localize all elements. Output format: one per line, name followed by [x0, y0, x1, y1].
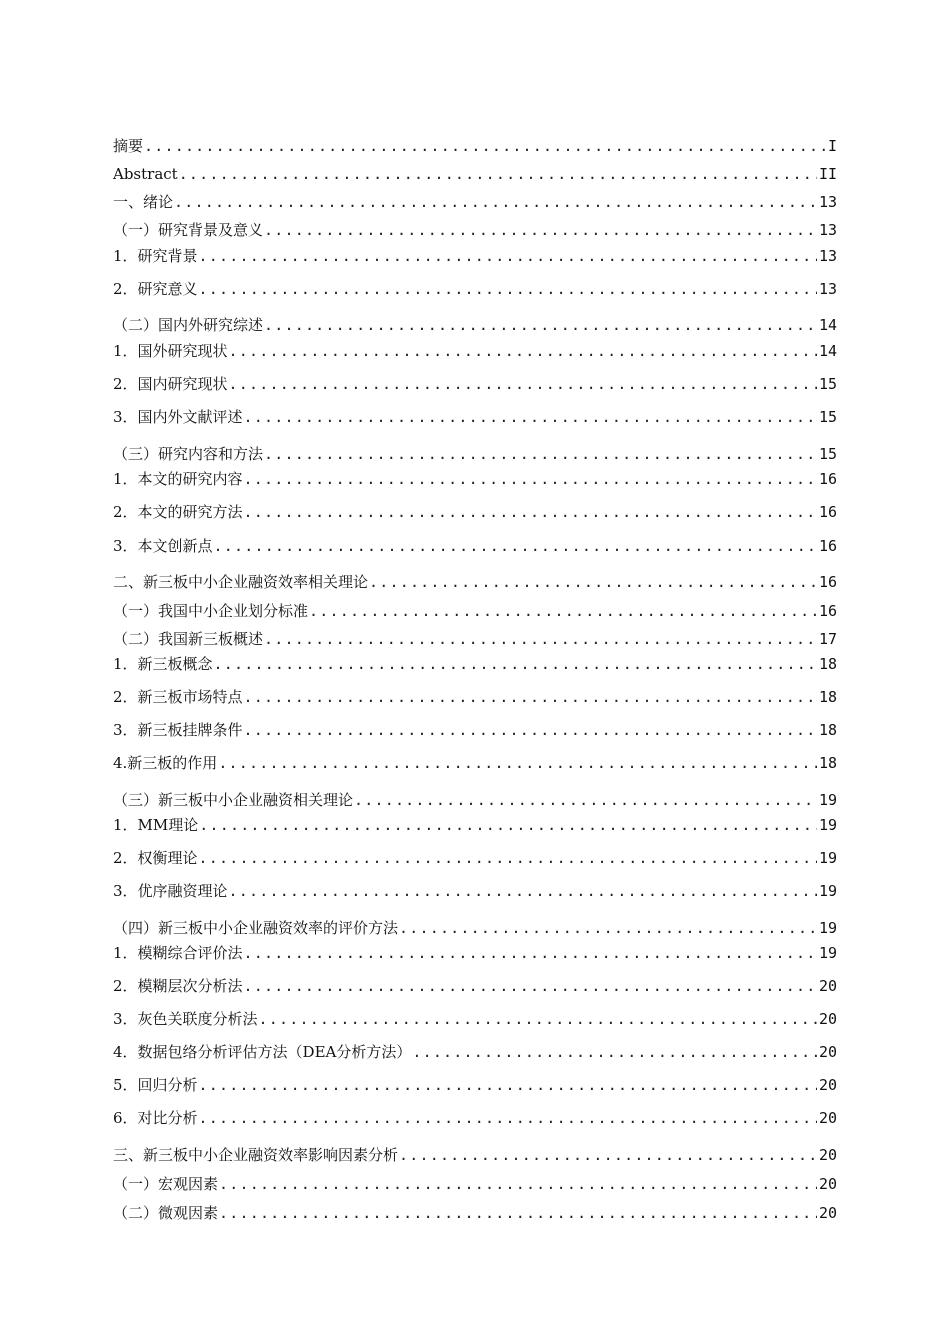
toc-entry[interactable]	[113, 876, 837, 900]
toc-entry-page: 20	[818, 977, 837, 995]
toc-entry-page: 17	[818, 630, 837, 648]
toc-entry-page: 20	[818, 1109, 837, 1127]
toc-entry-page: 16	[818, 503, 837, 521]
toc-entry[interactable]	[113, 1169, 837, 1193]
toc-dot-leader	[174, 193, 817, 211]
toc-dot-leader	[219, 1204, 817, 1222]
toc-dot-leader	[264, 221, 817, 239]
toc-dot-leader	[264, 445, 817, 463]
toc-entry[interactable]	[113, 336, 837, 360]
toc-entry[interactable]	[113, 159, 837, 183]
toc-entry-title: 2．研究意义	[113, 280, 198, 298]
toc-entry[interactable]	[113, 785, 837, 809]
toc-entry-title: 三、新三板中小企业融资效率影响因素分析	[113, 1146, 399, 1164]
toc-dot-leader	[264, 316, 817, 334]
toc-dot-leader	[229, 342, 817, 360]
toc-entry[interactable]	[113, 531, 837, 555]
toc-dot-leader	[199, 280, 817, 298]
toc-dot-leader	[218, 754, 817, 772]
toc-entry[interactable]	[113, 913, 837, 937]
toc-entry-title: 2．模糊层次分析法	[113, 977, 243, 995]
toc-entry-page: 18	[818, 754, 837, 772]
toc-entry-page: 13	[818, 247, 837, 265]
toc-dot-leader	[199, 849, 817, 867]
toc-entry-page: 19	[818, 816, 837, 834]
toc-entry[interactable]	[113, 971, 837, 995]
toc-entry-title: （一）宏观因素	[113, 1175, 219, 1193]
toc-entry-title: 5．回归分析	[113, 1076, 198, 1094]
toc-dot-leader	[199, 1109, 817, 1127]
toc-dot-leader	[244, 470, 817, 488]
toc-dot-leader	[229, 882, 817, 900]
toc-entry-page: 13	[818, 193, 837, 211]
toc-entry-page: 18	[818, 688, 837, 706]
toc-entry[interactable]	[113, 241, 837, 265]
toc-entry-page: 15	[818, 408, 837, 426]
toc-entry[interactable]	[113, 596, 837, 620]
toc-entry-title: 4.新三板的作用	[113, 754, 218, 772]
toc-dot-leader	[412, 1043, 817, 1061]
toc-entry-title: Abstract	[113, 165, 178, 183]
toc-entry[interactable]	[113, 215, 837, 239]
toc-entry-title: 3．国内外文献评述	[113, 408, 243, 426]
toc-dot-leader	[244, 944, 817, 962]
toc-dot-leader	[244, 503, 817, 521]
toc-entry-title: 4．数据包络分析评估方法（DEA分析方法）	[113, 1043, 412, 1061]
toc-entry-page: 18	[818, 721, 837, 739]
toc-entry[interactable]	[113, 464, 837, 488]
toc-entry[interactable]	[113, 624, 837, 648]
toc-entry[interactable]	[113, 497, 837, 521]
toc-dot-leader	[244, 721, 817, 739]
toc-entry-page: 15	[818, 445, 837, 463]
toc-entry-page: 20	[818, 1175, 837, 1193]
toc-dot-leader	[259, 1010, 817, 1028]
toc-entry-title: 一、绪论	[113, 193, 174, 211]
toc-entry-title: （二）微观因素	[113, 1204, 219, 1222]
toc-entry-page: 19	[818, 944, 837, 962]
toc-entry[interactable]	[113, 1004, 837, 1028]
toc-entry[interactable]	[113, 567, 837, 591]
toc-entry-page: 20	[818, 1204, 837, 1222]
toc-entry[interactable]	[113, 843, 837, 867]
toc-entry[interactable]	[113, 1070, 837, 1094]
toc-entry-page: 14	[818, 342, 837, 360]
toc-entry-title: （三）新三板中小企业融资相关理论	[113, 791, 354, 809]
toc-entry-page: 16	[818, 537, 837, 555]
toc-entry-page: I	[827, 137, 837, 155]
toc-entry-title: （一）我国中小企业划分标准	[113, 602, 309, 620]
toc-entry[interactable]	[113, 810, 837, 834]
toc-entry-page: 13	[818, 280, 837, 298]
toc-entry[interactable]	[113, 682, 837, 706]
toc-entry-title: （四）新三板中小企业融资效率的评价方法	[113, 919, 399, 937]
toc-entry-title: 1．国外研究现状	[113, 342, 228, 360]
toc-dot-leader	[199, 816, 817, 834]
toc-entry-page: 20	[818, 1076, 837, 1094]
toc-entry-title: 3．灰色关联度分析法	[113, 1010, 258, 1028]
toc-entry-page: 20	[818, 1043, 837, 1061]
toc-dot-leader	[214, 537, 817, 555]
toc-entry-title: 1．研究背景	[113, 247, 198, 265]
toc-dot-leader	[264, 630, 817, 648]
toc-entry-title: 2．本文的研究方法	[113, 503, 243, 521]
toc-entry-title: 1．新三板概念	[113, 655, 213, 673]
toc-dot-leader	[244, 977, 817, 995]
toc-dot-leader	[214, 655, 817, 673]
toc-entry[interactable]	[113, 748, 837, 772]
toc-entry-page: 18	[818, 655, 837, 673]
toc-entry[interactable]	[113, 649, 837, 673]
toc-entry-title: （二）我国新三板概述	[113, 630, 264, 648]
toc-entry[interactable]	[113, 1140, 837, 1164]
toc-entry[interactable]	[113, 187, 837, 211]
toc-entry-title: 2．国内研究现状	[113, 375, 228, 393]
toc-entry[interactable]	[113, 938, 837, 962]
toc-entry-title: 1．MM理论	[113, 816, 199, 834]
toc-entry-page: 13	[818, 221, 837, 239]
toc-dot-leader	[354, 791, 817, 809]
toc-entry-title: 1．本文的研究内容	[113, 470, 243, 488]
toc-dot-leader	[144, 137, 826, 155]
toc-entry-page: 20	[818, 1010, 837, 1028]
toc-entry-page: 20	[818, 1146, 837, 1164]
toc-entry-page: II	[818, 165, 837, 183]
toc-dot-leader	[244, 408, 817, 426]
toc-entry-title: （二）国内外研究综述	[113, 316, 264, 334]
toc-entry-title: （三）研究内容和方法	[113, 445, 264, 463]
toc-entry-page: 19	[818, 919, 837, 937]
toc-dot-leader	[219, 1175, 817, 1193]
toc-entry[interactable]	[113, 1037, 837, 1061]
toc-entry[interactable]	[113, 131, 837, 155]
toc-entry-page: 16	[818, 470, 837, 488]
toc-entry-title: 2．权衡理论	[113, 849, 198, 867]
toc-entry-title: 摘要	[113, 137, 144, 155]
toc-entry-page: 19	[818, 882, 837, 900]
toc-entry-page: 14	[818, 316, 837, 334]
toc-entry[interactable]	[113, 274, 837, 298]
toc-entry-title: 3．本文创新点	[113, 537, 213, 555]
toc-dot-leader	[229, 375, 817, 393]
toc-dot-leader	[399, 1146, 817, 1164]
toc-entry-title: 3．优序融资理论	[113, 882, 228, 900]
toc-dot-leader	[399, 919, 817, 937]
toc-entry-page: 19	[818, 849, 837, 867]
toc-dot-leader	[199, 247, 817, 265]
toc-entry[interactable]	[113, 402, 837, 426]
toc-entry[interactable]	[113, 1198, 837, 1222]
toc-entry-page: 16	[818, 573, 837, 591]
toc-entry-page: 16	[818, 602, 837, 620]
toc-entry[interactable]	[113, 369, 837, 393]
toc-dot-leader	[179, 165, 817, 183]
toc-entry-title: 1．模糊综合评价法	[113, 944, 243, 962]
toc-entry-title: （一）研究背景及意义	[113, 221, 264, 239]
toc-dot-leader	[199, 1076, 817, 1094]
toc-entry-page: 15	[818, 375, 837, 393]
toc-dot-leader	[244, 688, 817, 706]
toc-entry-title: 2．新三板市场特点	[113, 688, 243, 706]
toc-entry[interactable]	[113, 310, 837, 334]
toc-dot-leader	[369, 573, 817, 591]
toc-entry-title: 3．新三板挂牌条件	[113, 721, 243, 739]
toc-entry-title: 二、新三板中小企业融资效率相关理论	[113, 573, 369, 591]
toc-entry[interactable]	[113, 1103, 837, 1127]
toc-entry[interactable]	[113, 439, 837, 463]
toc-entry-title: 6．对比分析	[113, 1109, 198, 1127]
toc-entry-page: 19	[818, 791, 837, 809]
toc-dot-leader	[309, 602, 817, 620]
toc-entry[interactable]	[113, 715, 837, 739]
